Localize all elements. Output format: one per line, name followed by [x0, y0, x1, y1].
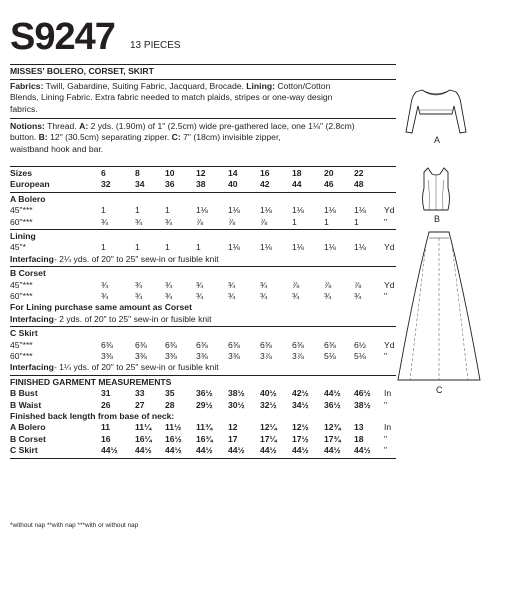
bolero-illustration — [404, 84, 468, 136]
pattern-number: S9247 — [10, 16, 115, 58]
table-cell: 20 — [324, 168, 334, 178]
divider — [10, 326, 396, 327]
table-cell: 1⅛ — [324, 242, 336, 253]
row-label: B Bust — [10, 388, 38, 399]
table-cell: ¾ — [101, 216, 109, 227]
interfacing-text: - 2¼ yds. of 20" to 25" sew-in or fusible knit — [53, 253, 219, 264]
table-cell: 3⅞ — [260, 351, 272, 361]
table-cell: 44 — [292, 179, 302, 190]
table-cell: 10 — [165, 168, 175, 178]
table-cell: 44½ — [135, 445, 152, 456]
table-cell: 26 — [101, 399, 111, 410]
table-row — [10, 351, 396, 362]
table-row — [10, 340, 396, 351]
table-cell: ¾ — [196, 291, 204, 301]
interfacing-text: - 1¼ yds. of 20" to 25" sew-in or fusible knit — [53, 362, 219, 373]
fabrics-label: Fabrics: — [10, 81, 44, 91]
table-cell: 6⅜ — [196, 339, 208, 350]
table-cell: 1 — [101, 205, 106, 216]
pieces-count: 13 PIECES — [130, 40, 181, 51]
table-row — [10, 445, 396, 456]
table-cell: ¾ — [260, 279, 268, 290]
notions-text: 7" (18cm) invisible zipper, — [180, 132, 281, 143]
table-cell: 12 — [228, 422, 238, 433]
unit-cell: " — [384, 351, 388, 361]
notions-text: waistband hook and bar. — [10, 143, 104, 154]
table-cell: 38½ — [354, 399, 371, 410]
table-cell: 1 — [165, 205, 170, 216]
table-cell: ¾ — [135, 216, 143, 227]
section-title: Lining — [10, 231, 36, 241]
row-label: 45"*** — [10, 279, 33, 290]
table-cell: 36 — [165, 179, 175, 190]
table-row — [10, 280, 396, 291]
interfacing-label: Interfacing — [10, 253, 54, 264]
unit-cell: Yd — [384, 279, 395, 290]
table-cell: 17¾ — [324, 433, 341, 444]
table-cell: 42½ — [292, 388, 309, 399]
table-cell: 1⅛ — [228, 242, 240, 253]
table-row — [10, 217, 396, 228]
notions-text: button. — [10, 132, 39, 143]
section-title: B Corset — [10, 268, 46, 279]
notions-text: Thread. — [44, 121, 80, 131]
table-cell: 6⅜ — [260, 339, 272, 350]
table-cell: 1⅛ — [228, 205, 240, 216]
table-cell: 11¼ — [135, 422, 152, 433]
table-cell: 3⅜ — [228, 351, 240, 361]
interfacing-text: - 2 yds. of 20" to 25" sew-in or fusible knit — [53, 313, 212, 324]
section-title: A Bolero — [10, 193, 46, 204]
fabrics-text: Twill, Gabardine, Suiting Fabric, Jacquard, Brocade. — [43, 81, 247, 91]
table-cell: 6⅜ — [135, 339, 147, 350]
unit-cell: In — [384, 388, 392, 399]
table-cell: 16 — [101, 433, 111, 444]
table-cell: 44½ — [324, 388, 341, 399]
table-row — [10, 388, 396, 399]
divider — [10, 229, 396, 230]
table-cell: 16¼ — [135, 433, 152, 444]
table-cell: 1 — [135, 242, 140, 253]
table-cell: ⅞ — [354, 279, 362, 290]
table-cell: 1 — [354, 216, 359, 227]
divider — [10, 375, 396, 376]
row-label: A Bolero — [10, 422, 46, 433]
figure-label-a: A — [434, 135, 441, 145]
table-cell: 38½ — [228, 388, 245, 399]
table-cell: 36½ — [196, 388, 213, 399]
unit-cell: " — [384, 445, 388, 456]
table-cell: 40½ — [260, 388, 277, 399]
unit-cell: " — [384, 433, 388, 444]
table-cell: 28 — [165, 399, 175, 410]
table-row — [10, 205, 396, 216]
table-cell: 36½ — [324, 399, 341, 410]
row-label: B Corset — [10, 433, 46, 444]
table-cell: 40 — [228, 179, 238, 190]
table-cell: 5⅛ — [324, 351, 336, 361]
table-cell: 22 — [354, 168, 364, 178]
row-label: 45"*** — [10, 339, 33, 350]
table-cell: 6⅜ — [165, 339, 177, 350]
table-cell: 6⅜ — [228, 339, 240, 350]
table-cell: 17¼ — [260, 433, 277, 444]
unit-cell: Yd — [384, 242, 395, 253]
table-row — [10, 400, 396, 411]
table-cell: 42 — [260, 179, 270, 190]
table-cell: 11½ — [165, 422, 182, 433]
table-cell: 1⅛ — [260, 242, 272, 253]
notions-block — [10, 121, 396, 155]
table-row — [10, 422, 396, 433]
table-cell: ¾ — [101, 279, 109, 290]
table-cell: ⅞ — [292, 279, 300, 290]
table-cell: 1 — [196, 242, 201, 253]
table-cell: ⅞ — [196, 216, 204, 227]
table-cell: ¾ — [324, 291, 332, 301]
fabrics-text: fabrics. — [10, 103, 38, 114]
table-cell: 6⅜ — [292, 339, 304, 350]
table-cell: 11 — [101, 422, 111, 433]
divider — [10, 458, 396, 459]
table-cell: ¾ — [292, 291, 300, 301]
table-cell: 44½ — [101, 445, 118, 456]
divider — [10, 118, 396, 119]
figure-label-c: C — [436, 385, 443, 395]
table-cell: 8 — [135, 168, 140, 178]
table-cell: 31 — [101, 388, 111, 399]
table-cell: 1⅛ — [292, 205, 304, 216]
figure-label-b: B — [434, 214, 441, 224]
table-cell: 46½ — [354, 388, 371, 399]
unit-cell: " — [384, 399, 388, 410]
skirt-illustration — [396, 230, 482, 382]
row-label: 60"*** — [10, 291, 33, 301]
table-cell: 44½ — [324, 445, 341, 456]
table-row — [10, 168, 396, 179]
table-cell: ¾ — [165, 216, 173, 227]
table-cell: 1⅛ — [324, 205, 336, 216]
table-cell: ¾ — [196, 279, 204, 290]
row-label: 60"*** — [10, 351, 33, 361]
notions-text: 12" (30.5cm) separating zipper. — [47, 132, 172, 143]
table-cell: 12¾ — [324, 422, 341, 433]
table-cell: ⅞ — [260, 216, 268, 227]
divider — [10, 166, 396, 167]
table-cell: ¾ — [135, 279, 143, 290]
table-cell: ¾ — [165, 291, 173, 301]
divider — [10, 64, 396, 65]
view-b-label: B: — [38, 132, 48, 143]
row-label: European — [10, 179, 50, 190]
row-label: 45"* — [10, 242, 26, 253]
unit-cell: Yd — [384, 205, 395, 216]
fabrics-block — [10, 81, 396, 115]
table-cell: 46 — [324, 179, 334, 190]
table-cell: 18 — [354, 433, 364, 444]
table-cell: 17½ — [292, 433, 309, 444]
table-cell: 6⅜ — [101, 339, 113, 350]
table-row — [10, 434, 396, 445]
table-cell: 1 — [101, 242, 106, 253]
notions-text: 2 yds. (1.90m) of 1" (2.5cm) wide pre-gathered lace, one 1⅛" (2.8cm) — [88, 121, 355, 131]
table-cell: 16½ — [165, 433, 182, 444]
table-cell: 12½ — [292, 422, 309, 433]
table-cell: 5⅛ — [354, 351, 366, 361]
table-cell: 34 — [135, 179, 145, 190]
unit-cell: " — [384, 216, 388, 227]
table-cell: 1⅛ — [260, 205, 272, 216]
unit-cell: " — [384, 291, 388, 301]
unit-cell: Yd — [384, 339, 395, 350]
table-cell: ¾ — [135, 291, 143, 301]
table-cell: ¾ — [354, 291, 362, 301]
table-cell: 34½ — [292, 399, 309, 410]
section-note: For Lining purchase same amount as Corset — [10, 302, 192, 313]
table-cell: 1⅛ — [292, 242, 304, 253]
table-row — [10, 179, 396, 190]
table-cell: 17 — [228, 433, 238, 444]
divider — [10, 192, 396, 193]
section-title: C Skirt — [10, 328, 38, 339]
table-cell: 12¼ — [260, 422, 277, 433]
table-cell: 1⅛ — [196, 205, 208, 216]
table-cell: 38 — [196, 179, 206, 190]
interfacing-note — [10, 314, 211, 325]
table-cell: 29½ — [196, 399, 213, 410]
table-cell: ⅞ — [324, 279, 332, 290]
table-cell: 14 — [228, 168, 238, 178]
lining-label: Lining: — [246, 81, 275, 91]
table-cell: 6⅜ — [324, 339, 336, 350]
view-a-label: A: — [79, 121, 89, 131]
row-label: Sizes — [10, 168, 32, 178]
table-row — [10, 291, 396, 302]
view-c-label: C: — [171, 132, 181, 143]
interfacing-label: Interfacing — [10, 313, 54, 324]
table-cell: 32½ — [260, 399, 277, 410]
table-cell: ¾ — [260, 291, 268, 301]
table-cell: 44½ — [260, 445, 277, 456]
table-cell: 48 — [354, 179, 364, 190]
table-cell: 6½ — [354, 339, 366, 350]
interfacing-note — [10, 254, 219, 265]
table-cell: 18 — [292, 168, 302, 178]
table-cell: 16 — [260, 168, 270, 178]
table-cell: 30½ — [228, 399, 245, 410]
table-cell: ¾ — [165, 279, 173, 290]
table-row — [10, 242, 396, 253]
table-cell: 1⅛ — [354, 242, 366, 253]
row-label: 60"*** — [10, 216, 33, 227]
measurements-title: FINISHED GARMENT MEASUREMENTS — [10, 376, 172, 387]
unit-cell: In — [384, 422, 392, 433]
table-cell: ¾ — [228, 279, 236, 290]
table-cell: 11¾ — [196, 422, 213, 433]
table-cell: 1 — [135, 205, 140, 216]
table-cell: 27 — [135, 399, 145, 410]
table-cell: 16¾ — [196, 433, 213, 444]
table-cell: 44½ — [354, 445, 371, 456]
table-cell: 44½ — [292, 445, 309, 456]
interfacing-label: Interfacing — [10, 362, 54, 373]
divider — [10, 266, 396, 267]
table-cell: 32 — [101, 179, 111, 190]
interfacing-note — [10, 362, 219, 373]
table-cell: 44½ — [165, 445, 182, 456]
table-cell: 3⅜ — [196, 351, 208, 361]
divider — [10, 79, 396, 80]
table-cell: 1 — [292, 216, 297, 227]
table-cell: 35 — [165, 388, 175, 399]
table-cell: 44½ — [228, 445, 245, 456]
table-cell: 1⅛ — [354, 205, 366, 216]
table-cell: 6 — [101, 168, 106, 178]
row-label: C Skirt — [10, 445, 38, 456]
table-cell: 3⅜ — [165, 351, 177, 361]
table-cell: 13 — [354, 422, 364, 433]
corset-illustration — [418, 166, 454, 212]
table-cell: ¾ — [101, 291, 109, 301]
notions-label: Notions: — [10, 121, 45, 131]
row-label: 45"*** — [10, 205, 33, 216]
table-cell: 3⅞ — [292, 351, 304, 361]
table-cell: ⅞ — [228, 216, 236, 227]
table-cell: 3⅜ — [135, 351, 147, 361]
row-label: B Waist — [10, 399, 42, 410]
fabrics-text: Cotton/Cotton — [274, 81, 331, 91]
table-cell: 1 — [324, 216, 329, 227]
table-cell: ¾ — [228, 291, 236, 301]
nap-legend: *without nap **with nap ***with or without nap — [10, 522, 139, 529]
table-cell: 44½ — [196, 445, 213, 456]
table-cell: 3⅜ — [101, 351, 113, 361]
garment-heading: MISSES' BOLERO, CORSET, SKIRT — [10, 66, 154, 76]
back-length-title: Finished back length from base of neck: — [10, 411, 175, 421]
table-cell: 1 — [165, 242, 170, 253]
table-cell: 12 — [196, 168, 206, 178]
table-cell: 33 — [135, 388, 145, 399]
fabrics-text: Blends, Lining Fabric. Extra fabric needed to match plaids, stripes or one-way design — [10, 92, 333, 103]
